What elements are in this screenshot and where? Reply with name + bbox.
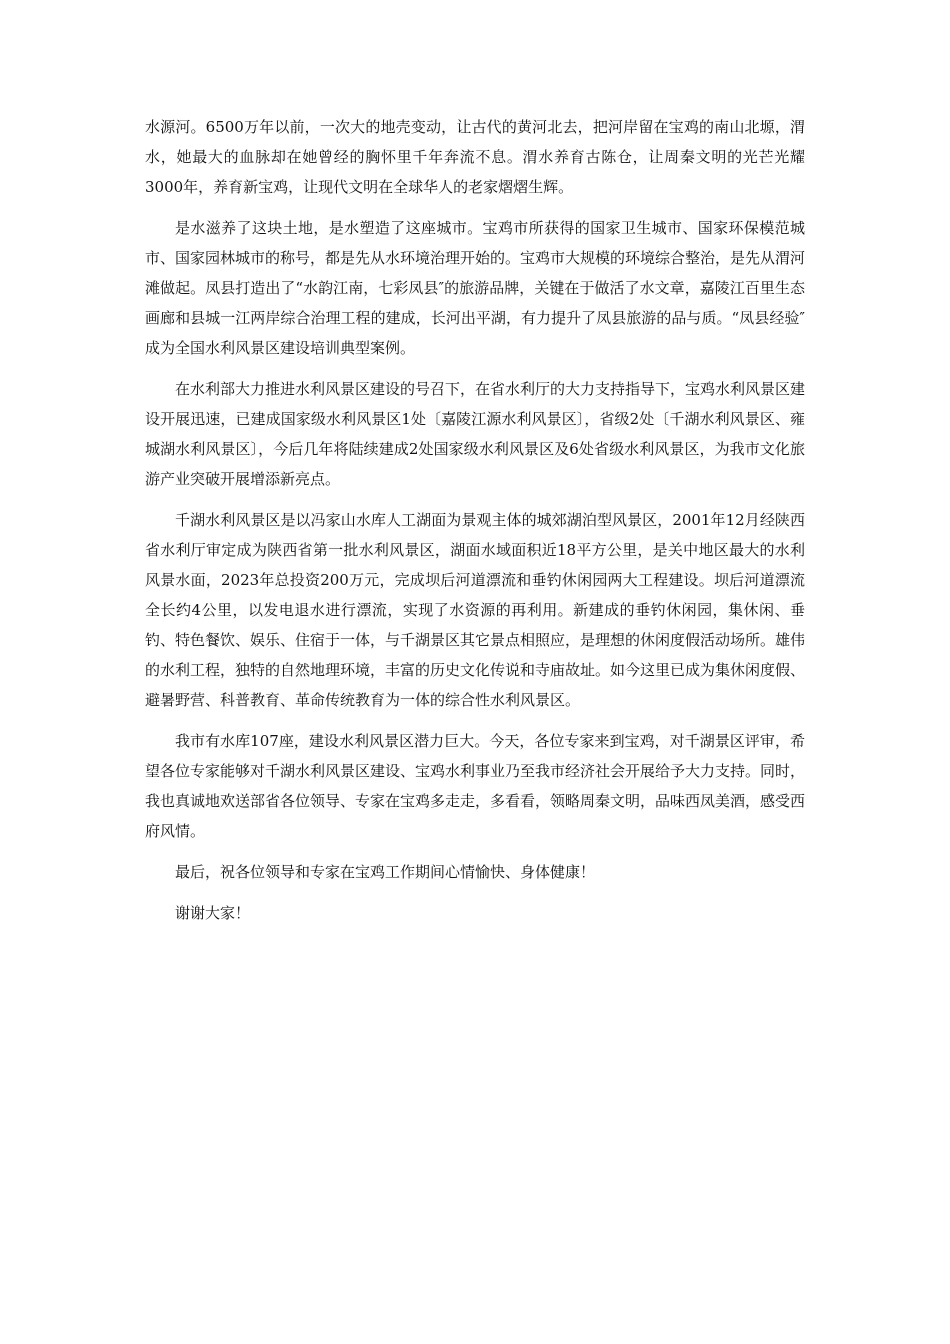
paragraph-5: 我市有水库107座，建设水利风景区潜力巨大。今天，各位专家来到宝鸡，对千湖景区评审，希望各位专家能够对千湖水利风景区建设、宝鸡水利事业乃至我市经济社会开展给予大力支持。同时，我也真诚地欢送部省各位领导、专家在宝鸡多走走，多看看，领略周秦文明，品味西凤美酒，感受西府风情。 bbox=[145, 732, 806, 840]
paragraph-3: 在水利部大力推进水利风景区建设的号召下，在省水利厅的大力支持指导下，宝鸡水利风景区建设开展迅速，已建成国家级水利风景区1处〔嘉陵江源水利风景区〕，省级2处〔千湖水利风景区、雍城湖水利风景区〕，今后几年将陆续建成2处国家级水利风景区及6处省级水利风景区，为我市文化旅游产业突破开展增添新亮点。 bbox=[145, 380, 806, 488]
document-body bbox=[145, 112, 805, 939]
paragraph-2: 是水滋养了这块土地，是水塑造了这座城市。宝鸡市所获得的国家卫生城市、国家环保模范城市、国家园林城市的称号，都是先从水环境治理开始的。宝鸡市大规模的环境综合整治，是先从渭河滩做起。凤县打造出了“水韵江南，七彩凤县″的旅游品牌，关键在于做活了水文章，嘉陵江百里生态画廊和县城一江两岸综合治理工程的建成，长河出平湖，有力提升了凤县旅游的品与质。“凤县经验″成为全国水利风景区建设培训典型案例。 bbox=[145, 219, 806, 357]
paragraph-6: 最后，祝各位领导和专家在宝鸡工作期间心情愉快、身体健康！ bbox=[175, 863, 596, 881]
paragraph-4: 千湖水利风景区是以冯家山水库人工湖面为景观主体的城郊湖泊型风景区，2001年12月经陕西省水利厅审定成为陕西省第一批水利风景区，湖面水域面积近18平方公里，是关中地区最大的水利风景水面，2023年总投资200万元，完成坝后河道漂流和垂钓休闲园两大工程建设。坝后河道漂流全长约4公里，以发电退水进行漂流，实现了水资源的再利用。新建成的垂钓休闲园，集休闲、垂钓、特色餐饮、娱乐、住宿于一体，与千湖景区其它景点相照应，是理想的休闲度假活动场所。雄伟的水利工程，独特的自然地理环境，丰富的历史文化传说和寺庙故址。如今这里已成为集休闲度假、避暑野营、科普教育、革命传统教育为一体的综合性水利风景区。 bbox=[145, 511, 806, 709]
paragraph-1: 水源河。6500万年以前，一次大的地壳变动，让古代的黄河北去，把河岸留在宝鸡的南山北塬，渭水，她最大的血脉却在她曾经的胸怀里千年奔流不息。渭水养育古陈仓，让周秦文明的光芒光耀3000年，养育新宝鸡，让现代文明在全球华人的老家熠熠生辉。 bbox=[145, 118, 805, 196]
paragraph-7: 谢谢大家！ bbox=[175, 904, 251, 922]
